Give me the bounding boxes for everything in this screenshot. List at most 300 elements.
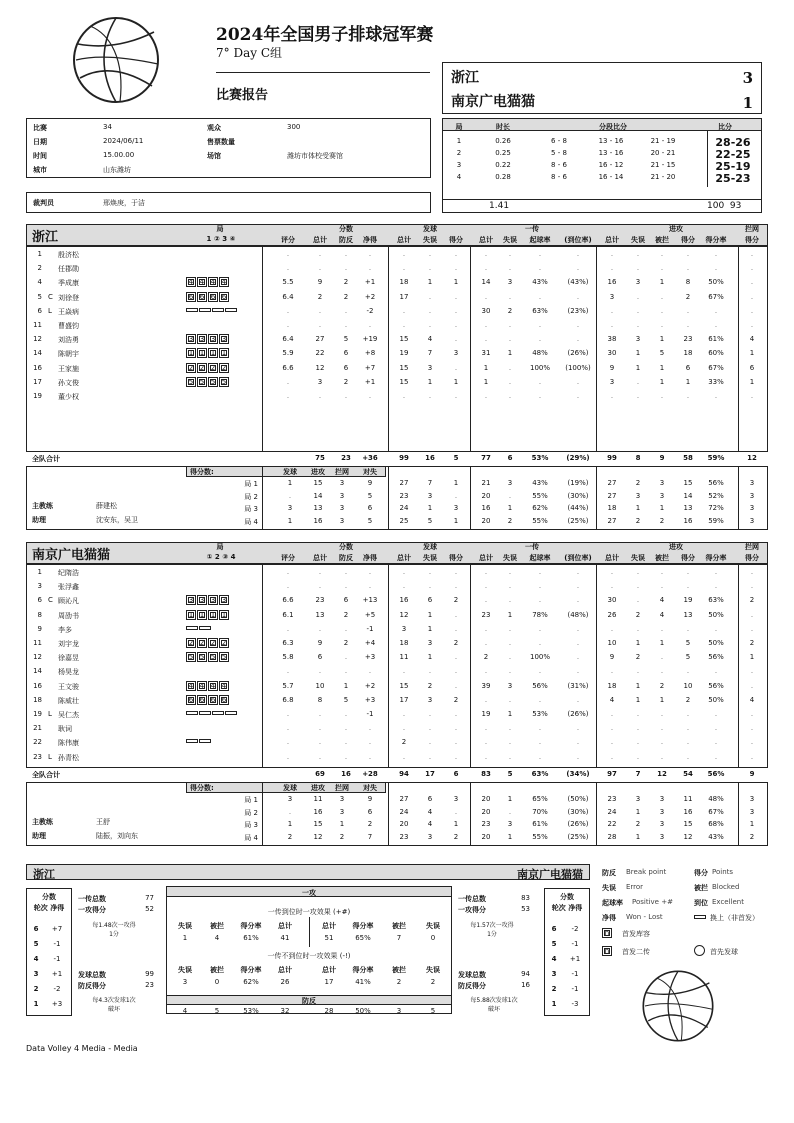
substitute-icon [225, 711, 237, 715]
rotation-number: 2 [33, 985, 39, 993]
stat-pt: . [318, 667, 322, 676]
stat-re: . [508, 624, 512, 633]
set-position: 5 [186, 652, 196, 662]
rotation-title: 分数 [560, 893, 574, 901]
col-total: 总计 [397, 554, 411, 562]
per-set-label: 局 1 [244, 796, 258, 804]
total-se: 16 [425, 454, 435, 462]
stat-apct: 50% [708, 695, 724, 704]
player-name: 陈威壮 [58, 696, 79, 705]
per-set-ab: 1 [659, 504, 665, 512]
per-set-bk: 1 [339, 820, 345, 828]
player-number: 4 [37, 278, 42, 287]
player-number: 21 [33, 724, 42, 733]
player-number: 6 [37, 306, 42, 315]
sideout-box [166, 886, 452, 1014]
set-partial-3: 20 - 21 [650, 149, 676, 157]
stat-bp: . [344, 250, 348, 258]
stat-bk: 4 [749, 695, 755, 704]
stat-re: . [508, 392, 512, 400]
sideout-value: 4 [214, 934, 220, 942]
stat-bp: 1 [343, 681, 349, 690]
per-set-col: 发球 [283, 784, 297, 792]
substitute-icon [199, 308, 211, 312]
per-set-sp: 1 [453, 516, 459, 525]
stat-ae: . [636, 292, 640, 301]
sideout-col: 总计 [278, 922, 292, 930]
per-set-ap: 12 [683, 832, 693, 841]
per-set-ap: 16 [683, 807, 693, 816]
match-date: 2024/06/11 [103, 137, 144, 145]
stat-apct: 50% [708, 639, 724, 647]
set-position: 3 [219, 334, 229, 344]
stat-rexc: . [576, 695, 580, 704]
sideout-col: 被拦 [392, 966, 406, 974]
player-name: 曹盛钧 [58, 322, 79, 330]
stat-ae: . [636, 582, 640, 591]
stat-apct: . [714, 724, 718, 733]
stat-ae: . [636, 568, 640, 576]
sideout-col: 失误 [178, 922, 192, 930]
set-number: 3 [456, 161, 462, 169]
stat-ap: 8 [685, 278, 691, 287]
stat-r: . [286, 582, 290, 591]
stat-at: 9 [609, 653, 615, 662]
stat-re: . [508, 335, 512, 344]
per-set-sv: 1 [287, 516, 293, 525]
col-divider [262, 564, 263, 768]
stat-re: . [508, 667, 512, 676]
player-set-positions [186, 348, 230, 358]
player-name: 王家施 [58, 364, 79, 373]
col-err: 失误 [423, 554, 437, 562]
per-set-rt: 20 [481, 795, 491, 803]
total-ae: 8 [635, 454, 641, 462]
per-set-rexc: (25%) [567, 516, 589, 525]
stat-at: 3 [609, 377, 615, 386]
stat-pt: 22 [315, 349, 325, 358]
stat-sp: . [454, 568, 458, 576]
stat-rt: . [484, 667, 488, 676]
stat-ae: 3 [635, 335, 641, 344]
stat-r: 6.8 [282, 695, 294, 704]
rotation-number: 1 [33, 1000, 39, 1008]
stat-rpos: . [538, 377, 542, 386]
first-serve-icon [694, 945, 705, 956]
total-re: 5 [507, 770, 513, 778]
stat-ae: . [636, 596, 640, 605]
stat-bp: 2 [343, 278, 349, 287]
stat-rpos: . [538, 264, 542, 273]
per-set-rpos: 70% [532, 807, 548, 816]
stat-rexc: . [576, 667, 580, 676]
per-set-apct: 56% [708, 479, 724, 487]
player-name: 刘徐登 [58, 293, 79, 302]
per-set-label: 局 2 [244, 492, 258, 501]
stat-st: . [402, 752, 406, 761]
sets-total-score: 100 93 [707, 201, 742, 211]
stat-ab: . [660, 653, 664, 662]
player-name: 耿词 [58, 725, 72, 734]
stat-ab: . [660, 738, 664, 747]
total-ae: 7 [635, 770, 641, 778]
per-set-rexc: (19%) [567, 479, 589, 487]
per-set-apct: 43% [708, 832, 724, 841]
substitute-icon [186, 626, 198, 630]
summary-team1-name: 浙江 [33, 868, 55, 881]
stat-st: 18 [399, 639, 409, 647]
set-position: 3 [186, 595, 196, 605]
set-partial-1: 5 - 8 [551, 149, 567, 157]
stat-bp: . [344, 752, 348, 761]
set-duration: 0.22 [495, 161, 511, 169]
per-set-sp: 2 [453, 832, 459, 841]
set-position: 4 [208, 277, 218, 287]
per-set-re: 1 [507, 832, 513, 841]
sideout-value: 17 [324, 978, 334, 986]
stat-bk: . [750, 738, 754, 747]
stat-bp: . [344, 710, 348, 718]
per-set-sp: . [454, 491, 458, 500]
sideout-value: 26 [280, 978, 290, 986]
sideout-sub1: 一传到位时一攻效果 (+#) [267, 908, 351, 916]
stat-rexc: . [576, 582, 580, 591]
player-number: 18 [33, 695, 42, 704]
set-position: 2 [186, 363, 196, 373]
per-set-ab: 3 [659, 479, 665, 487]
bp-value: 28 [324, 1007, 334, 1015]
player-set-positions [186, 681, 230, 691]
stat-bk: . [750, 610, 754, 619]
player-name: 刘浩勇 [58, 336, 79, 345]
stat-re: . [508, 695, 512, 704]
bp-label: 防反得分 [78, 982, 106, 990]
per-set-sp: 3 [453, 795, 459, 803]
per-set-re: 3 [507, 820, 513, 828]
audience-count: 300 [287, 123, 301, 131]
stat-ae: 1 [635, 363, 641, 372]
stat-apct: 67% [708, 292, 724, 301]
stat-ae: . [636, 306, 640, 315]
stat-st: 12 [399, 610, 409, 619]
set-partial-2: 16 - 12 [598, 161, 624, 169]
per-set-at2: 28 [607, 832, 617, 841]
stat-rpos: . [538, 695, 542, 704]
stat-r: . [286, 667, 290, 676]
col-wl: 净得 [363, 554, 377, 562]
col-rating: 评分 [281, 554, 295, 562]
legend-exc-en: Excellent [712, 898, 744, 906]
col-pts: 得分 [681, 554, 695, 562]
stat-rt: 2 [483, 653, 489, 662]
per-set-col: 对失 [363, 468, 377, 476]
per-set-rt: 20 [481, 491, 491, 500]
per-set-rpos: 55% [532, 516, 548, 525]
bp-label: 防反得分 [458, 982, 486, 990]
stat-at: . [610, 250, 614, 258]
per-set-sv: 2 [287, 832, 293, 841]
stat-wl: +7 [364, 363, 376, 372]
per-set-ap: 15 [683, 479, 693, 487]
stat-r: . [286, 264, 290, 273]
stat-apct: 60% [708, 349, 724, 358]
stat-rexc: . [576, 596, 580, 605]
att-pts-label: 一攻得分 [458, 906, 486, 914]
per-set-sp: 1 [453, 479, 459, 487]
per-set-sp: 3 [453, 504, 459, 512]
set-duration: 0.26 [495, 137, 511, 145]
legend-pt: 得分 [694, 869, 708, 877]
per-set-rt: 20 [481, 832, 491, 841]
player-number: 2 [37, 264, 42, 273]
set-position: 4 [219, 277, 229, 287]
per-set-se: 3 [427, 832, 433, 841]
stat-rexc: (31%) [567, 681, 589, 690]
per-set-ap: 15 [683, 820, 693, 828]
per-set-ab: 3 [659, 491, 665, 500]
city-label: 城市 [33, 166, 47, 174]
stat-rpos: . [538, 321, 542, 329]
date-label: 日期 [33, 138, 47, 146]
stat-ae: 1 [635, 349, 641, 358]
col-divider [388, 564, 389, 768]
stat-re: . [508, 264, 512, 273]
stat-ab: . [660, 292, 664, 301]
stat-ap: . [686, 321, 690, 329]
stat-ae: 2 [635, 610, 641, 619]
per-set-apct: 68% [708, 820, 724, 828]
sideout-value: 7 [396, 934, 402, 942]
player-number: 6 [37, 596, 42, 605]
per-set-rexc: (30%) [567, 491, 589, 500]
player-role: L [48, 710, 52, 718]
stat-bk: . [750, 250, 754, 258]
stat-rpos: . [538, 667, 542, 676]
player-name: 周劭书 [58, 611, 79, 620]
stat-ab: 4 [659, 610, 665, 619]
rotation-subtitle: 轮次 净得 [33, 904, 65, 912]
stat-se: 1 [427, 377, 433, 386]
stat-r: . [286, 710, 290, 718]
rotation-net: +1 [569, 955, 581, 963]
per-set-bk: 2 [339, 832, 345, 841]
per-set-sp: . [454, 807, 458, 816]
legend-wl: 净得 [602, 914, 616, 922]
stat-at: 4 [609, 695, 615, 704]
stat-pt: 9 [317, 639, 323, 647]
stat-pt: 12 [315, 363, 325, 372]
set-partial-3: 21 - 20 [650, 173, 676, 181]
col-block: 拦网 [745, 543, 759, 551]
stat-rpos: . [538, 624, 542, 633]
per-set-at: 16 [313, 807, 323, 816]
stat-rexc: . [576, 321, 580, 329]
player-number: 22 [33, 738, 42, 747]
per-set-ab: 2 [659, 516, 665, 525]
sideout-value: 3 [182, 978, 188, 986]
report-label: 比赛报告 [216, 88, 269, 103]
per-set-st: 25 [399, 516, 409, 525]
stat-apct: 63% [708, 596, 724, 605]
match-info-box [26, 118, 431, 178]
col-total: 总计 [479, 554, 493, 562]
total-pt: 69 [315, 770, 325, 778]
stat-rexc: (43%) [567, 278, 589, 287]
pts-label: 得分数: [190, 468, 214, 476]
per-set-at2: 18 [607, 504, 617, 512]
per-set-se: 4 [427, 807, 433, 816]
per-set-re: 1 [507, 504, 513, 512]
col-pts: 得分 [449, 554, 463, 562]
set-position: 1 [208, 348, 218, 358]
stat-bp: . [344, 738, 348, 747]
per-set-st: 24 [399, 504, 409, 512]
per-set-op: 5 [367, 491, 373, 500]
set-position: 6 [197, 292, 207, 302]
per-set-at: 16 [313, 516, 323, 525]
stat-bk: . [750, 278, 754, 287]
stat-bp: . [344, 568, 348, 576]
stat-pt: 3 [317, 377, 323, 386]
per-set-rt: 23 [481, 820, 491, 828]
player-number: 12 [33, 335, 42, 344]
stat-rt: 39 [481, 681, 491, 690]
player-set-positions [186, 652, 230, 662]
player-set-positions [186, 595, 230, 605]
per-set-bk2: 3 [749, 795, 755, 803]
per-set-re: . [508, 807, 512, 816]
total-se: 17 [425, 770, 435, 778]
stat-st: . [402, 264, 406, 273]
stat-wl: +8 [364, 349, 376, 358]
stat-st: 15 [399, 363, 409, 372]
col-reception: 一传 [525, 543, 539, 551]
srv-total-label: 发球总数 [458, 971, 486, 979]
stat-ab: . [660, 321, 664, 329]
team-name: 浙江 [32, 230, 59, 245]
title-divider [216, 72, 430, 73]
player-number: 1 [37, 568, 42, 576]
set-position: 2 [219, 638, 229, 648]
stat-rt: . [484, 624, 488, 633]
per-set-apct: 52% [708, 491, 724, 500]
page-subtitle: 7° Day C组 [216, 46, 283, 60]
players-box [26, 564, 768, 768]
stat-ap: 6 [685, 363, 691, 372]
stat-ab: . [660, 582, 664, 591]
set-partial-1: 6 - 8 [551, 137, 567, 145]
stat-bk: . [750, 264, 754, 273]
per-set-sp: 1 [453, 820, 459, 828]
set-partial-1: 8 - 6 [551, 161, 567, 169]
col-total: 总计 [605, 236, 619, 244]
total-rpos: 53% [531, 454, 549, 462]
stat-bk: 1 [749, 377, 755, 386]
substitute-icon [225, 308, 237, 312]
per-set-apct: 72% [708, 504, 724, 512]
sideout-value: 61% [243, 934, 259, 942]
att-pts: 52 [145, 905, 154, 913]
col-block: 拦网 [745, 225, 759, 233]
per-set-se: 7 [427, 479, 433, 487]
per-set-st: 20 [399, 820, 409, 828]
col-total: 总计 [479, 236, 493, 244]
stat-se: . [428, 392, 432, 400]
stat-re: 2 [507, 306, 513, 315]
stat-at: . [610, 752, 614, 761]
stat-at: . [610, 724, 614, 733]
rotation-number: 4 [551, 955, 557, 963]
per-set-label: 局 1 [244, 480, 258, 488]
stat-ab: 1 [659, 639, 665, 647]
stat-re: . [508, 363, 512, 372]
total-rt: 77 [481, 454, 491, 462]
stat-ap: 2 [685, 695, 691, 704]
per-set-st: 23 [399, 491, 409, 500]
sideout-value: 65% [355, 934, 371, 942]
assistant-label: 助理 [32, 832, 46, 840]
stat-rpos: . [538, 250, 542, 258]
stat-st: . [402, 724, 406, 733]
per-set-col: 对失 [363, 784, 377, 792]
col-reception: 一传 [525, 225, 539, 233]
stat-wl: +3 [364, 695, 376, 704]
set-position: 5 [197, 652, 207, 662]
stat-bk: 6 [749, 363, 755, 372]
col-attack: 进攻 [669, 543, 683, 551]
stat-ap: . [686, 667, 690, 676]
col-divider [262, 466, 263, 530]
stat-st: . [402, 582, 406, 591]
stat-st: . [402, 306, 406, 315]
stat-se: 1 [427, 278, 433, 287]
legend [602, 866, 772, 962]
stat-ab: 1 [659, 695, 665, 704]
stat-rexc: . [576, 724, 580, 733]
player-number: 16 [33, 363, 42, 372]
stat-wl: . [368, 667, 372, 676]
stat-r: 5.7 [282, 681, 294, 690]
stat-wl: . [368, 724, 372, 733]
player-number: 11 [33, 321, 42, 329]
match-number: 34 [103, 123, 112, 131]
per-set-label: 局 4 [244, 833, 258, 842]
per-set-rpos: 55% [532, 832, 548, 841]
stat-wl: +5 [364, 610, 376, 619]
stat-rt: . [484, 695, 488, 704]
stat-at: 30 [607, 596, 617, 605]
rotation-number: 3 [33, 970, 39, 978]
stat-ab: 1 [659, 377, 665, 386]
stat-rexc: . [576, 653, 580, 662]
set-position: 4 [208, 681, 218, 691]
set-partial-2: 16 - 14 [598, 173, 624, 181]
srv-total-label: 发球总数 [78, 971, 106, 979]
per-set-ae: 3 [635, 491, 641, 500]
stat-r: . [286, 321, 290, 329]
stat-ae: . [636, 321, 640, 329]
player-name: 任郡勋 [58, 265, 79, 274]
sideout-col: 被拦 [210, 966, 224, 974]
substitute-icon [199, 739, 211, 743]
substitute-icon [199, 711, 211, 715]
total-sp: 6 [453, 770, 459, 778]
stat-st: 15 [399, 681, 409, 690]
total-wl: +28 [362, 770, 378, 778]
player-name: 殷济松 [58, 251, 79, 259]
stat-pt: . [318, 321, 322, 329]
player-name: 王焱病 [58, 307, 79, 316]
